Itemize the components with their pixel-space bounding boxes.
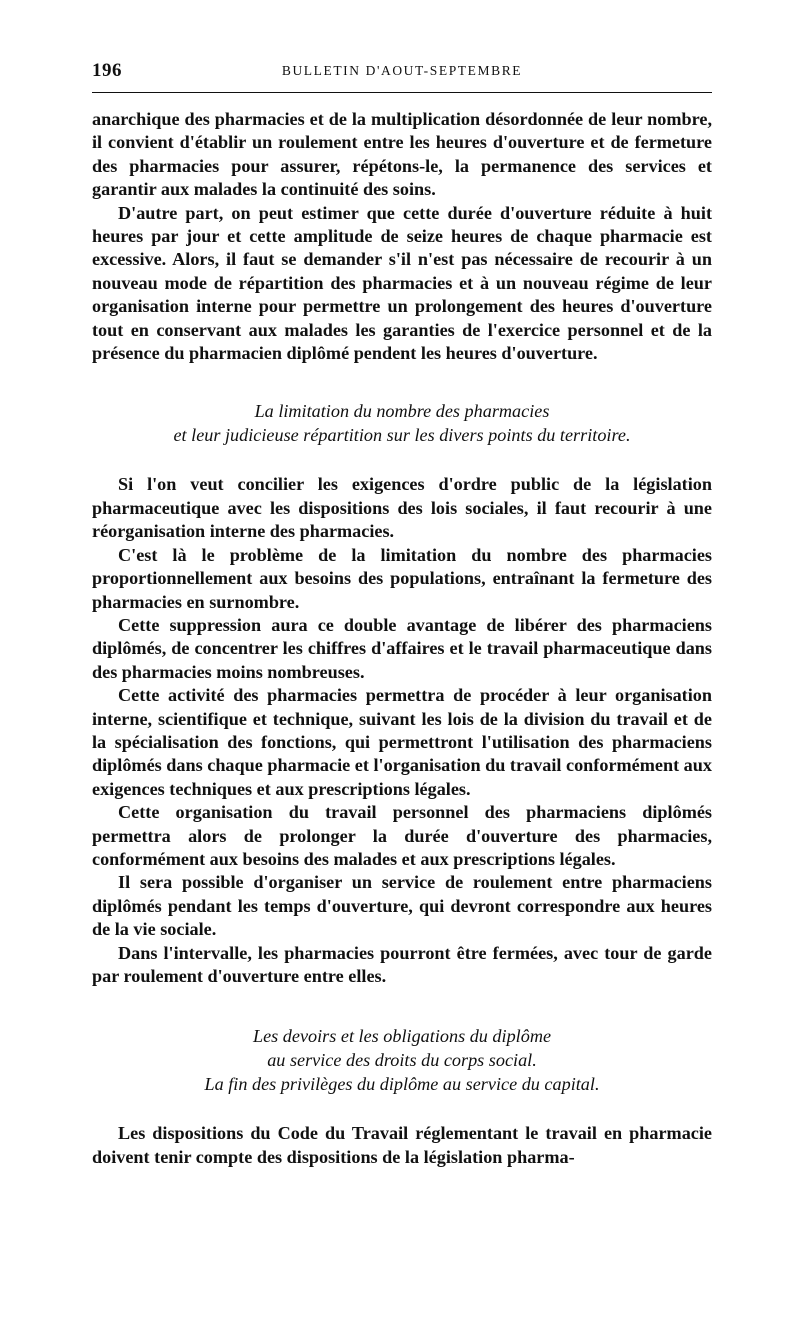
heading-line: Les devoirs et les obligations du diplôme bbox=[252, 1026, 552, 1047]
paragraph: Si l'on veut concilier les exigences d'ordre public de la législation pharmaceutique avec les dispositions des lois sociales, il faut recourir à une réorganisation interne des pharmacies. bbox=[92, 474, 712, 542]
paragraph: Les dispositions du Code du Travail réglementant le travail en pharmacie doivent tenir compte des dispositions de la législation pharma- bbox=[92, 1123, 712, 1167]
section-heading-devoirs bbox=[92, 1024, 712, 1096]
heading-line: La fin des privilèges du diplôme au service du capital. bbox=[204, 1074, 600, 1095]
heading-line: La limitation du nombre des pharmacies bbox=[254, 401, 550, 422]
header-rule bbox=[92, 92, 712, 93]
paragraph: Cette activité des pharmacies permettra de procéder à leur organisation interne, scientifique et technique, suivant les lois de la division du travail et de la spécialisation des fonctions, qui permettront l'utilisation des pharmaciens diplômés dans chaque pharmacie et l'organisation du travail conformément aux exigences techniques et aux prescriptions légales. bbox=[92, 685, 712, 799]
section-heading-limitation bbox=[92, 399, 712, 447]
running-head bbox=[92, 58, 712, 84]
paragraph: Cette suppression aura ce double avantage de libérer des pharmaciens diplômés, de concentrer les chiffres d'affaires et le travail pharmaceutique dans des pharmacies moins nombreuses. bbox=[92, 614, 712, 682]
paragraph: anarchique des pharmacies et de la multiplication désordonnée de leur nombre, il convient d'établir un roulement entre les heures d'ouverture et de fermeture des pharmacies pour assurer, répétons-le, la permanence des services et garantir aux malades la continuité des soins. bbox=[92, 109, 712, 200]
page-number: 196 bbox=[92, 60, 122, 81]
journal-title: BULLETIN D'AOUT-SEPTEMBRE bbox=[281, 63, 523, 78]
paragraph: Cette organisation du travail personnel des pharmaciens diplômés permettra alors de prolonger la durée d'ouverture des pharmacies, conformément aux besoins des malades et aux prescriptions légales. bbox=[92, 802, 712, 869]
body-text bbox=[92, 108, 712, 1169]
heading-line: au service des droits du corps social. bbox=[267, 1050, 537, 1071]
heading-line: et leur judicieuse répartition sur les divers points du territoire. bbox=[173, 425, 631, 446]
paragraph: D'autre part, on peut estimer que cette durée d'ouverture réduite à huit heures par jour et cette amplitude de seize heures de chaque pharmacie est excessive. Alors, il faut se demander s'il n'est pas nécessaire de recourir à un nouveau mode de répartition des pharmacies et à un nouveau régime de leur organisation interne pour permettre un prolongement des heures d'ouverture tout en conservant aux malades les garanties de l'exercice personnel et de la présence du pharmacien diplômé pendent les heures d'ouverture. bbox=[92, 202, 712, 364]
paragraph: Il sera possible d'organiser un service de roulement entre pharmaciens diplômés pendant les temps d'ouverture, qui devront correspondre aux heures de la vie sociale. bbox=[92, 872, 712, 940]
paragraph: Dans l'intervalle, les pharmacies pourront être fermées, avec tour de garde par roulement d'ouverture entre elles. bbox=[92, 942, 712, 986]
paragraph: C'est là le problème de la limitation du nombre des pharmacies proportionnellement aux besoins des populations, entraînant la fermeture des pharmacies en surnombre. bbox=[92, 544, 712, 612]
